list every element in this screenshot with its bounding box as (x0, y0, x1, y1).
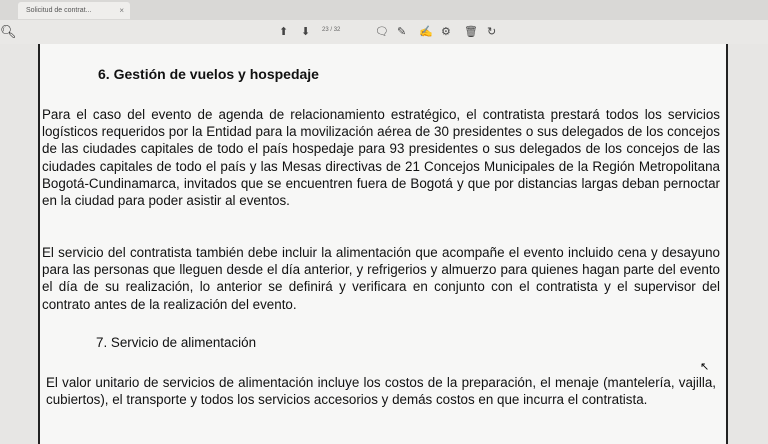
comment-icon[interactable]: 🗨︎ (375, 26, 389, 38)
paragraph-food-service: El valor unitario de servicios de alimentación incluye los costos de la preparación, el menaje (mantelería, vajilla, cubiertos), el transporte y todos los servicios accesorios y demás costos en que incurra el contratista. (46, 375, 716, 408)
pdf-toolbar (0, 20, 768, 44)
rotate-icon[interactable]: ↻ (487, 26, 497, 38)
paragraph-contractor-service: El servicio del contratista también debe incluir la alimentación que acompañe el evento incluido cena y desayuno para las personas que lleguen desde el día anterior, y refrigerios y almuerzo para quienes hagan parte del evento el día de su realización, lo anterior se definirá y verificara en conjunto con el contratista y el supervisor del contrato antes de la realización del evento. (42, 245, 720, 312)
highlight-icon[interactable]: ✍ (419, 26, 433, 38)
pen-icon[interactable]: ✎ (397, 26, 407, 38)
document-tab[interactable] (18, 2, 130, 19)
page-down-icon[interactable]: ⬇︎ (301, 26, 311, 38)
search-icon[interactable]: 🔍︎ (0, 24, 17, 39)
mouse-cursor-icon: ↖ (700, 361, 710, 373)
page-total: 32 (333, 27, 341, 33)
page-up-icon[interactable]: ⬆︎ (279, 26, 289, 38)
stamp-icon[interactable]: ⚙︎ (441, 26, 451, 38)
page-separator: / (330, 27, 333, 33)
delete-icon[interactable]: 🗑︎ (464, 26, 478, 38)
paragraph-flights-lodging: Para el caso del evento de agenda de relacionamiento estratégico, el contratista prestará todos los servicios logísticos requeridos por la Entidad para la movilización aérea de 30 presidentes o sus delegados de los concejos de las ciudades capitales de todo el país hospedaje para 93 presidentes o sus delegados de los concejos de las ciudades capitales de todo el país y las Mesas directivas de 21 Concejos Municipales de la Región Metropolitana Bogotá-Cundinamarca, invitados que se encuentren fuera de Bogotá y que por distancias largas deban pernoctar en la ciudad para poder asistir al eventos. (42, 107, 720, 209)
page-indicator[interactable] (322, 27, 340, 33)
section-heading-7: 7. Servicio de alimentación (96, 335, 257, 350)
tab-bar (0, 0, 768, 20)
page-current[interactable]: 23 (322, 27, 329, 33)
close-tab-icon[interactable]: × (119, 6, 124, 15)
tab-title: Solicitud de contrat... (26, 7, 92, 14)
section-heading-6: 6. Gestión de vuelos y hospedaje (98, 66, 319, 82)
